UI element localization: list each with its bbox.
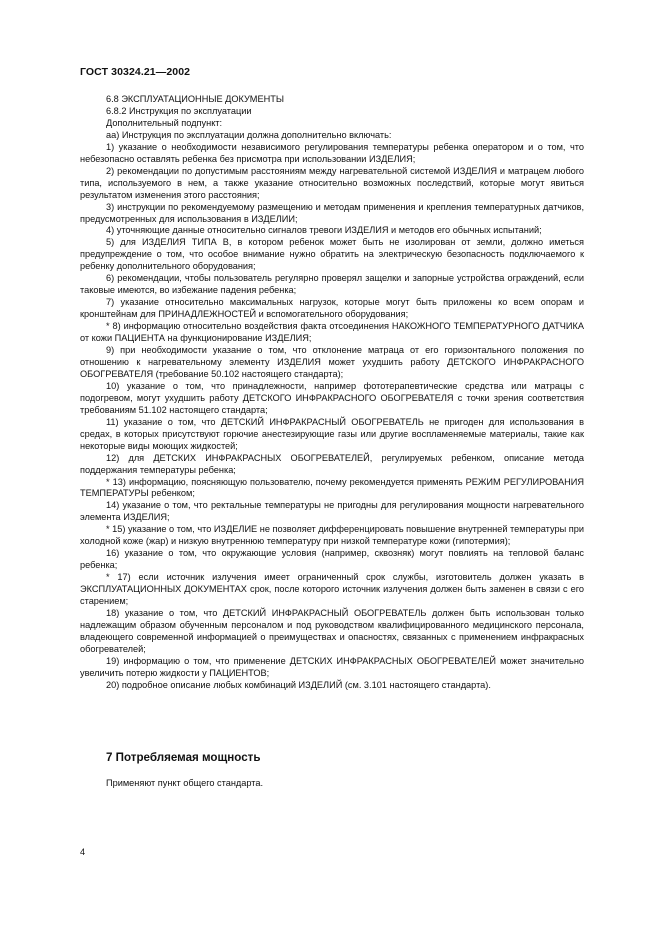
section-7-text: Применяют пункт общего стандарта. — [106, 778, 264, 788]
list-item: 20) подробное описание любых комбинаций ИЗДЕЛИЙ (см. 3.101 настоящего стандарта). — [106, 679, 491, 690]
list-item: 14) указание о том, что ректальные температуры не пригодны для регулирования мощности нагревательного элемента ИЗДЕЛИЯ; — [80, 500, 584, 523]
list-item: 10) указание о том, что принадлежности, например фототерапевтические средства или матрацы с подогревом, могут ухудшить работу ДЕТСКОГО ИНФРАКРАСНОГО ОБОГРЕВАТЕЛЯ с точки зрения соответствия требованиям 51.102 настоящего стандарта; — [80, 380, 584, 415]
list-item: 12) для ДЕТСКИХ ИНФРАКРАСНЫХ ОБОГРЕВАТЕЛЕЙ, регулируемых ребенком, описание метода поддержания температуры ребенка; — [80, 452, 584, 475]
list-item: 9) при необходимости указание о том, что отклонение матраца от его горизонтального положения по отношению к нагревательному элементу ИЗДЕЛИЯ может ухудшить работу ДЕТСКОГО ИНФРАКРАСНОГО ОБОГРЕВАТЕЛЯ (требование 50.102 настоящего стандарта); — [80, 345, 584, 379]
requirements-list — [80, 142, 584, 692]
list-item: 3) инструкции по рекомендуемому размещению и методам применения и крепления температурных датчиков, предусмотренных для использования в ИЗДЕЛИИ; — [80, 201, 584, 224]
subsection-title: 6.8.2 Инструкция по эксплуатации — [106, 105, 252, 116]
list-item: * 15) указание о том, что ИЗДЕЛИЕ не позволяет дифференцировать повышение внутренней температуры при холодной коже (жар) и низкую внутреннюю температуру при низкой температуре кожи (гипотермия); — [80, 524, 584, 547]
list-item: * 17) если источник излучения имеет ограниченный срок службы, изготовитель должен указать в ЭКСПЛУАТАЦИОННЫХ ДОКУМЕНТАХ срок, после которого источник излучения должен быть заменен в связи с его старением; — [80, 572, 584, 607]
document-header: ГОСТ 30324.21—2002 — [80, 66, 191, 78]
list-item: 7) указание относительно максимальных нагрузок, которые могут быть приложены ко всем опорам и кронштейнам для ПРИНАДЛЕЖНОСТЕЙ и вспомогательного оборудования; — [80, 297, 584, 320]
list-intro: аа) Инструкция по эксплуатации должна дополнительно включать: — [106, 129, 392, 140]
section-title: 6.8 ЭКСПЛУАТАЦИОННЫЕ ДОКУМЕНТЫ — [106, 94, 284, 104]
list-item: 4) уточняющие данные относительно сигналов тревоги ИЗДЕЛИЯ и методов его обычных испытаний; — [106, 225, 542, 236]
list-item: 2) рекомендации по допустимым расстояниям между нагревательной системой ИЗДЕЛИЯ и матрацем любого типа, используемого в нем, а также указание относительно возможных последствий, которые могут явиться результатом изменения этого расстояния; — [80, 165, 584, 200]
list-item: 5) для ИЗДЕЛИЯ ТИПА В, в котором ребенок может быть не изолирован от земли, должно иметься предупреждение о том, что особое внимание нужно обратить на электрическую безопасность подключаемого к ребенку дополнительного оборудования; — [80, 237, 584, 272]
list-item: 11) указание о том, что ДЕТСКИЙ ИНФРАКРАСНЫЙ ОБОГРЕВАТЕЛЬ не пригоден для использования в средах, в которых присутствуют горючие анестезирующие газы или другие воспламеняемые материалы, такие как некоторые виды моющих жидкостей; — [80, 416, 584, 451]
list-item: 1) указание о необходимости независимого регулирования температуры ребенка оператором и о том, что небезопасно оставлять ребенка без присмотра при использовании ИЗДЕЛИЯ; — [80, 141, 584, 164]
list-item: * 8) информацию относительно воздействия факта отсоединения НАКОЖНОГО ТЕМПЕРАТУРНОГО ДАТЧИКА от кожи ПАЦИЕНТА на функционирование ИЗДЕЛИЯ; — [80, 321, 584, 344]
list-item: 19) информацию о том, что применение ДЕТСКИХ ИНФРАКРАСНЫХ ОБОГРЕВАТЕЛЕЙ может значительно увеличить потерю жидкости у ПАЦИЕНТОВ; — [80, 655, 584, 678]
page-number: 4 — [80, 847, 86, 857]
section-7-heading: 7 Потребляемая мощность — [106, 751, 261, 764]
list-item: 16) указание о том, что окружающие условия (например, сквозняк) могут повлиять на тепловой баланс ребенка; — [80, 548, 584, 571]
list-item: 6) рекомендации, чтобы пользователь регулярно проверял защелки и запорные устройства ограждений, если таковые имеются, во избежание падения ребенка; — [80, 273, 584, 296]
section-6-8 — [80, 94, 584, 692]
additional-subclause: Дополнительный подпункт: — [106, 117, 223, 128]
list-item: * 13) информацию, поясняющую пользователю, почему рекомендуется применять РЕЖИМ РЕГУЛИРОВАНИЯ ТЕМПЕРАТУРЫ ребенком; — [80, 476, 584, 499]
list-item: 18) указание о том, что ДЕТСКИЙ ИНФРАКРАСНЫЙ ОБОГРЕВАТЕЛЬ должен быть использован только надлежащим образом обученным персоналом и под руководством квалифицированного медицинского персонала, владеющего современной информацией о преимуществах и опасностях, связанных с применением инфракрасных обогревателей; — [80, 607, 584, 654]
